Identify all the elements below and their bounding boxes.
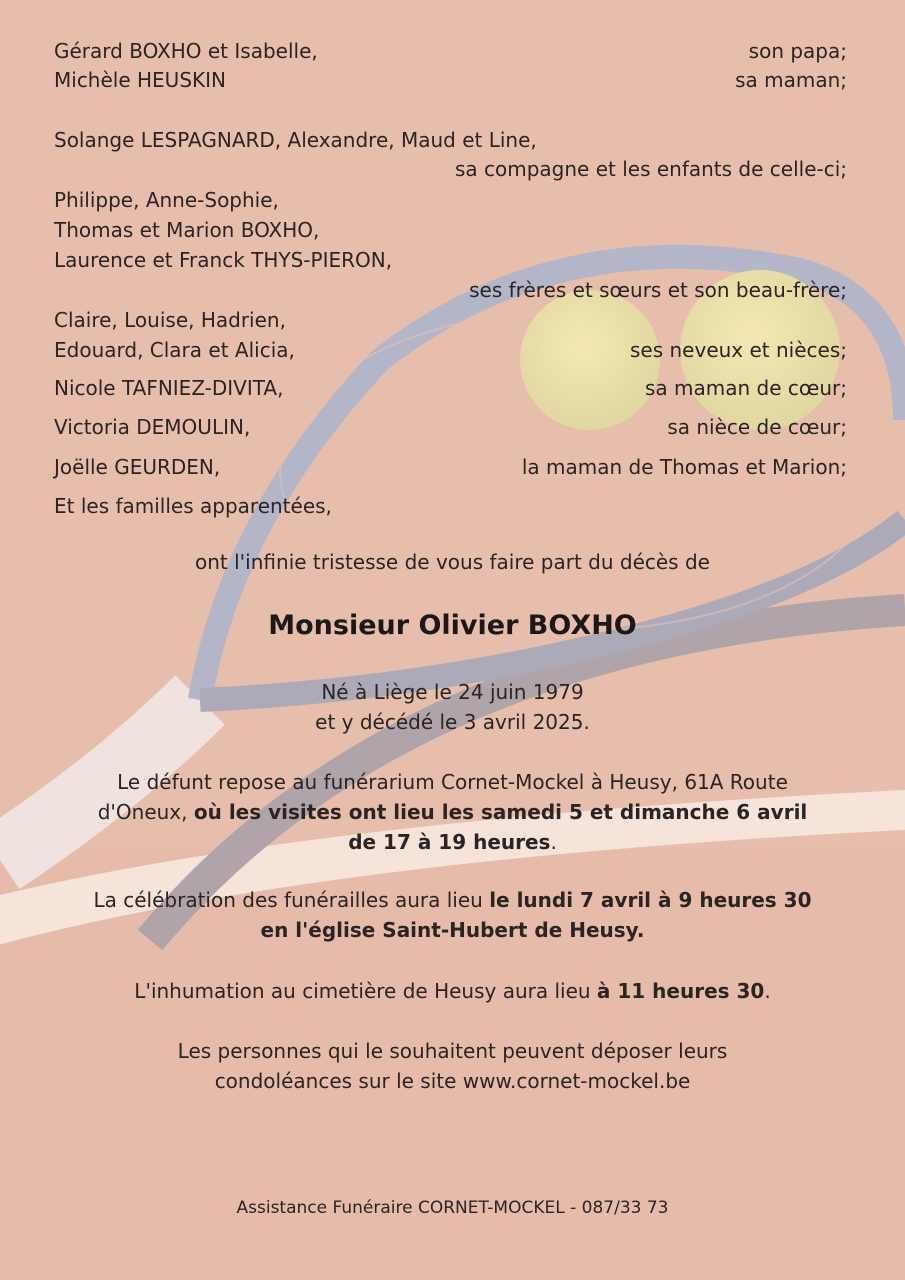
family-line [54,374,847,403]
visits-line-2 [40,798,865,828]
family-line [54,413,847,442]
family-line [54,126,847,155]
family-member-name: Gérard BOXHO et Isabelle, [54,39,318,63]
family-line [54,276,847,305]
burial-period: . [764,979,771,1003]
condolences-line-2: condoléances sur le site www.cornet-mockel.be [214,1069,691,1093]
funeral-line-2 [40,916,865,946]
burial-time: à 11 heures 30 [596,979,765,1003]
visits-line-1: Le défunt repose au funérarium Cornet-Mockel à Heusy, 61A Route [117,770,788,794]
family-member-name: Thomas et Marion BOXHO, [54,218,320,242]
family-line [54,66,847,95]
family-relation: sa maman de cœur; [645,376,847,400]
family-line [54,246,847,275]
family-member-name: Joëlle GEURDEN, [54,455,221,479]
funeral-date: le lundi 7 avril à 9 heures 30 [489,888,812,912]
visits-days: où les visites ont lieu les samedi 5 et dimanche 6 avril [193,800,808,824]
family-line [54,306,847,335]
burial-intro: L'inhumation au cimetière de Heusy aura lieu [134,979,597,1003]
family-line [54,155,847,184]
funeral-church: en l'église Saint-Hubert de Heusy. [260,918,645,942]
family-line [54,453,847,482]
family-line [54,216,847,245]
family-relation: son papa; [748,39,847,63]
family-member-name: Nicole TAFNIEZ-DIVITA, [54,376,284,400]
visits-period: . [550,830,557,854]
family-relation: ses neveux et nièces; [630,338,847,362]
visits-hours: de 17 à 19 heures [348,830,551,854]
visits-line-3 [40,828,865,858]
family-member-name: Et les familles apparentées, [54,494,332,518]
funeral-home-footer: Assistance Funéraire CORNET-MOCKEL - 087/33 73 [236,1198,669,1218]
death-text: et y décédé le 3 avril 2025. [315,710,590,734]
birth-text: Né à Liège le 24 juin 1979 [321,680,584,704]
visits-location-end: d'Oneux, [97,800,194,824]
burial-line [40,977,865,1007]
family-member-name: Edouard, Clara et Alicia, [54,338,295,362]
family-relation: sa maman; [735,68,847,92]
funeral-intro: La célébration des funérailles aura lieu [93,888,490,912]
family-member-name: Claire, Louise, Hadrien, [54,308,286,332]
deceased-name: Monsieur Olivier BOXHO [268,610,637,641]
funeral-line-1 [40,886,865,916]
family-member-name: Philippe, Anne-Sophie, [54,188,279,212]
family-line [54,186,847,215]
family-relation: sa nièce de cœur; [667,415,847,439]
family-relation: sa compagne et les enfants de celle-ci; [454,157,847,181]
family-member-name: Laurence et Franck THYS-PIERON, [54,248,393,272]
family-member-name: Solange LESPAGNARD, Alexandre, Maud et Line, [54,128,537,152]
family-member-name: Michèle HEUSKIN [54,68,226,92]
family-line [54,37,847,66]
family-line [54,336,847,365]
condolences-line-1: Les personnes qui le souhaitent peuvent déposer leurs [177,1039,728,1063]
family-member-name: Victoria DEMOULIN, [54,415,251,439]
family-relation: ses frères et sœurs et son beau-frère; [469,278,847,302]
family-line [54,492,847,521]
announcement-text: ont l'infinie tristesse de vous faire part du décès de [195,550,710,574]
family-relation: la maman de Thomas et Marion; [521,455,847,479]
